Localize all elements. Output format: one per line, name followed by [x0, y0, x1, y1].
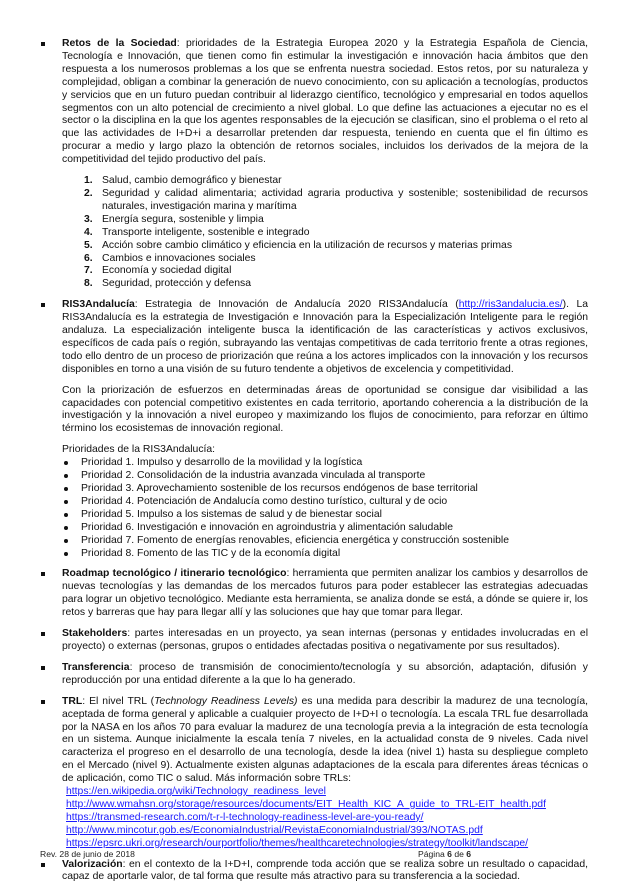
square-bullet-icon	[41, 666, 45, 670]
definition-term: Retos de la Sociedad	[62, 38, 177, 49]
trl-link-epsrc[interactable]: https://epsrc.ukri.org/research/ourportfolio/themes/healthcaretechnologies/strategy/toolkit/landscape/	[66, 837, 529, 849]
square-bullet-icon	[41, 700, 45, 704]
definition-term: Valorización	[62, 858, 123, 870]
priorities-list	[62, 457, 588, 560]
definition-transferencia	[40, 662, 588, 688]
list-item: Prioridad 7. Fomento de energías renovables, eficiencia energética y construcción sostenible	[62, 535, 588, 548]
bullet-dot-icon	[64, 552, 68, 556]
list-item: Prioridad 3. Aprovechamiento sostenible de los recursos endógenos de base territorial	[62, 483, 588, 496]
ris3-paragraph-2: Con la priorización de esfuerzos en determinadas áreas de oportunidad se consigue dar visibilidad a las capacidades con potencial competitivo existentes en cada territorio, aportando coherencia a la distribución de la investigación y la innovación a nivel europeo y maximizando los flujos de conocimiento, para reforzar en último término los ecosistemas de innovación regional.	[62, 384, 588, 435]
definition-paragraph: RIS3Andalucía: Estrategia de Innovación de Andalucía 2020 RIS3Andalucía (http://ris3andalucia.es/). La RIS3Andalucía es la estrategia de Investigación e Innovación para la Especialización Inteligente para le región andaluza. La especialización inteligente busca la identificación de las características y activos exclusivos, específicos de cada país o región, subrayando las ventajas competitivas de cada territorio frente a otras regiones, todo ello dentro de un proceso de priorización que reúna a los actores implicados con la innovación y los recursos disponibles en torno a una visión de su futuro tendente a objetivos de excelencia y competitividad.	[62, 299, 588, 375]
definition-paragraph: Valorización: en el contexto de la I+D+I, comprende toda acción que se realiza sobre un resultado o capacidad, capaz de aportarle valor, de tal forma que resulte más atractivo para su transferencia a la sociedad.	[62, 858, 588, 883]
list-item: Prioridad 5. Impulso a los sistemas de salud y de bienestar social	[62, 509, 588, 522]
list-item: 7. Economía y sociedad digital	[84, 265, 232, 277]
list-item: Prioridad 4. Potenciación de Andalucía como destino turístico, cultural y de ocio	[62, 496, 588, 509]
definition-paragraph: Retos de la Sociedad: prioridades de la Estrategia Europea 2020 y la Estrategia Española de Ciencia, Tecnología e Innovación, que tienen como fin estimular la investigación e innovación hacia ámbitos que den respuesta a los numerosos problemas a los que se enfrenta nuestra sociedad. Estos retos, por su naturaleza y complejidad, obligan a combinar la generación de nuevo conocimiento, con su aplicación a tecnologías, productos y servicios que en un futuro puedan contribuir al liderazgo científico, tecnológico y empresarial en todos aquellos segmentos con un alto potencial de crecimiento a nivel global. Lo que define las actuaciones a ejecutar no es el sector o la disciplina en la que los agentes responsables de la ejecución se clasifican, sino el problema o el reto al que las actividades de I+D+i a desarrollar pretenden dar respuesta, teniendo en cuenta que el fin último es procurar a medio y largo plazo la obtención de retornos sociales, incluidos los derivados de la mejora de la competitividad del tejido productivo del país.	[62, 38, 588, 166]
list-item: Prioridad 2. Consolidación de la industria avanzada vinculada al transporte	[62, 470, 588, 483]
list-item: Prioridad 6. Investigación e innovación en agroindustria y alimentación saludable	[62, 522, 588, 535]
definition-roadmap	[40, 568, 588, 620]
list-item: 5. Acción sobre cambio climático y eficiencia en la utilización de recursos y materias primas	[84, 239, 513, 251]
list-item: Prioridad 8. Fomento de las TIC y de la economía digital	[62, 548, 588, 561]
retos-numbered-list	[62, 175, 588, 291]
bullet-dot-icon	[64, 526, 68, 530]
definition-valorizacion	[40, 859, 588, 885]
list-item: 2. Seguridad y calidad alimentaria; actividad agraria productiva y sostenible; sostenibilidad de recursos naturales, investigación marina y marítima	[84, 187, 588, 212]
bullet-dot-icon	[64, 513, 68, 517]
list-item: 6. Cambios e innovaciones sociales	[84, 252, 256, 264]
page-number: Página 6 de 6	[418, 849, 472, 859]
definition-term: Roadmap tecnológico / itinerario tecnológico	[62, 568, 287, 580]
trl-link-transmed[interactable]: https://transmed-research.com/t-r-l-technology-readiness-level-are-you-ready/	[66, 811, 424, 823]
page-content	[40, 38, 588, 892]
definition-term: Transferencia	[62, 661, 130, 673]
definition-paragraph: Stakeholders: partes interesadas en un proyecto, ya sean internas (personas y entidades involucradas en el proyecto) o externas (personas, grupos o entidades afectadas positiva o negativamente por sus resultados).	[62, 628, 588, 652]
list-item: 3. Energía segura, sostenible y limpia	[84, 213, 264, 225]
square-bullet-icon	[41, 863, 45, 867]
list-item: 8. Seguridad, protección y defensa	[84, 278, 252, 290]
revision-date: Rev. 28 de junio de 2018	[40, 849, 135, 859]
square-bullet-icon	[41, 572, 45, 576]
trl-links	[62, 786, 588, 851]
definition-term: TRL	[62, 695, 83, 707]
bullet-dot-icon	[64, 500, 68, 504]
trl-link-mincotur[interactable]: http://www.mincotur.gob.es/EconomiaIndustrial/RevistaEconomiaIndustrial/393/NOTAS.pdf	[66, 824, 483, 836]
bullet-dot-icon	[64, 474, 68, 478]
definition-ris3andalucia	[40, 299, 588, 560]
list-item: 4. Transporte inteligente, sostenible e integrado	[84, 226, 310, 238]
list-item: Prioridad 1. Impulso y desarrollo de la movilidad y la logística	[62, 457, 588, 470]
trl-link-wikipedia[interactable]: https://en.wikipedia.org/wiki/Technology_readiness_level	[66, 786, 326, 798]
definition-term: Stakeholders	[62, 628, 128, 640]
square-bullet-icon	[41, 632, 45, 636]
definition-trl	[40, 696, 588, 851]
definition-paragraph: Roadmap tecnológico / itinerario tecnológico: herramienta que permiten analizar los cambios y desarrollos de nuevas tecnologías y las demandas de los mercados futuros para poder establecer las estrategias adecuadas para lograr un objetivo tecnológico. Mediante esta herramienta, se analiza donde se está, a dónde se quiere ir, los retos y barreras que hay para llegar allí y las soluciones que hay que tomar para llegar.	[62, 568, 588, 619]
ris3-link[interactable]: http://ris3andalucia.es/	[458, 299, 563, 311]
bullet-dot-icon	[64, 487, 68, 491]
bullet-dot-icon	[64, 539, 68, 543]
square-bullet-icon	[41, 42, 45, 46]
definition-paragraph: Transferencia: proceso de transmisión de conocimiento/tecnología y su absorción, adaptación, difusión y reproducción por una entidad diferente a la que lo ha generado.	[62, 661, 588, 686]
definition-stakeholders	[40, 628, 588, 654]
definition-paragraph: TRL: El nivel TRL (Technology Readiness Levels) es una medida para describir la madurez de una tecnología, aceptada de forma general y aplicable a cualquier proyecto de I+D+I o tecnología. La escala TRL fue desarrollada por la NASA en los años 70 para evaluar la madurez de una tecnología previa a la integración de esta tecnología en un sistema. Aunque inicialmente la escala tenía 7 niveles, en la actualidad consta de 9 niveles. Cada nivel caracteriza el progreso en el desarrollo de una tecnología, desde la idea (nivel 1) hasta su despliegue completo en el Mercado (nivel 9). Actualmente existen algunas adaptaciones de la escala para diferentes áreas técnicas o de aplicación, como TIC o salud. Más información sobre TRLs:	[62, 695, 588, 785]
definition-term: RIS3Andalucía	[62, 299, 135, 311]
square-bullet-icon	[41, 303, 45, 307]
trl-link-wmahsn[interactable]: http://www.wmahsn.org/storage/resources/documents/EIT_Health_KIC_A_guide_to_TRL-EIT_health.pdf	[66, 798, 546, 810]
definition-retos-sociedad	[40, 38, 588, 291]
priorities-title: Prioridades de la RIS3Andalucía:	[62, 444, 216, 456]
bullet-dot-icon	[64, 461, 68, 465]
list-item: 1. Salud, cambio demográfico y bienestar	[84, 175, 282, 187]
